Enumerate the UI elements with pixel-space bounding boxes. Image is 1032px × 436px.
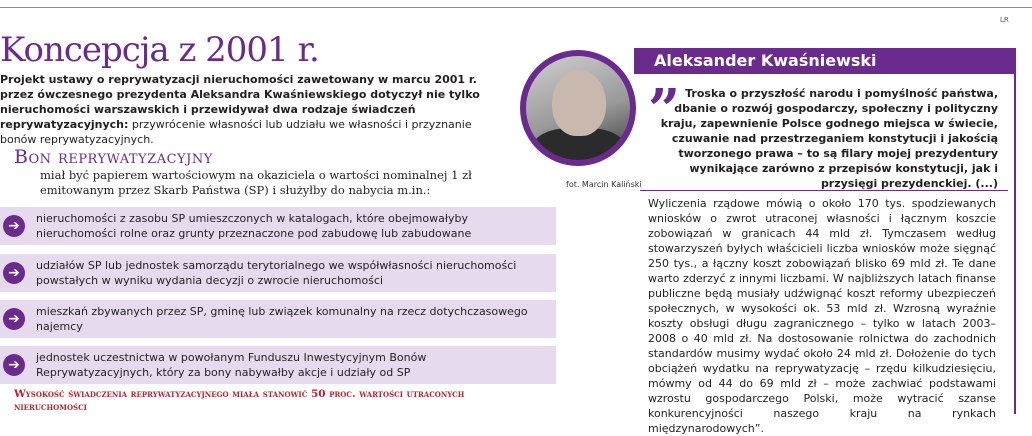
page-title: Koncepcja z 2001 r. bbox=[0, 30, 319, 70]
arrow-right-icon: ➔ bbox=[3, 308, 25, 330]
section-description: miał być papierem wartościowym na okaziciela o wartości nominalnej 1 zł emitowanym przez Skarb Państwa (SP) i służyłby do nabycia m.in.: bbox=[40, 168, 472, 197]
portrait-photo bbox=[520, 50, 636, 166]
quote-divider bbox=[640, 190, 1008, 191]
portrait-face bbox=[552, 70, 606, 136]
footnote: Wysokość świadczenia reprywatyzacyjnego miała stanowić 50 proc. wartości utraconych nieruchomości bbox=[14, 388, 465, 413]
intro-normal: przywrócenie własności lub udziału we własności i przyznanie bonów reprywatyzacyjnych. bbox=[0, 118, 472, 146]
list-item bbox=[0, 254, 556, 292]
quote-text: Troska o przyszłość narodu i pomyślność państwa, dbanie o rozwój gospodarczy, społeczny i polityczny kraju, zapewnienie Polsce godnego miejsca w świecie, czuwanie nad przestrzeganiem konstytucji i jakością tworzonego prawa – to są filary mojej prezydentury wynikające zarówno z przepisów konstytucji, jak i przysięgi prezydenckiej. (...) bbox=[660, 87, 998, 190]
list-item-text: udziałów SP lub jednostek samorządu terytorialnego we współwłasności nieruchomości powstałych w wyniku wydania decyzji o zwrocie nieruchomości bbox=[36, 259, 517, 287]
sidebar-border bbox=[1014, 48, 1016, 414]
list-item-text: nieruchomości z zasobu SP umieszczonych w katalogach, które obejmowałyby nieruchomości rolne oraz grunty przeznaczone pod zabudowę lub zabudowane bbox=[36, 212, 472, 240]
intro-paragraph bbox=[0, 72, 510, 147]
intro-bold: Projekt ustawy o reprywatyzacji nieruchomości zawetowany w marcu 2001 r. przez ówczesnego prezydenta Aleksandra Kwaśniewskiego dotyczył nie tylko nieruchomości warszawskich i przewidywał dwa rodzaje świadczeń reprywatyzacyjnych: bbox=[0, 73, 480, 131]
portrait-background bbox=[526, 56, 630, 160]
list-item-text: jednostek uczestnictwa w powołanym Funduszu Inwestycyjnym Bonów Reprywatyzacyjnych, który za bony nabywałby akcje i udziały od SP bbox=[36, 351, 427, 379]
section-title: Bon reprywatyzacyjny bbox=[14, 146, 213, 168]
top-rule bbox=[0, 7, 1032, 8]
list-item bbox=[0, 300, 556, 338]
list-item bbox=[0, 207, 556, 245]
photo-credit: fot. Marcin Kaliński bbox=[566, 180, 642, 189]
quote-mark-icon: ” bbox=[648, 77, 681, 143]
body-text: Wyliczenia rządowe mówią o około 170 tys. spodziewanych wniosków o zwrot utraconej własności i łącznym koszcie zobowiązań w granicach 44 mld zł. Tymczasem według stowarzyszeń byłych właścicieli liczba wniosków może sięgnąć 250 tys., a łączny koszt zobowiązań blisko 69 mld zł. Te dane warto zderzyć z innymi liczbami. W najbliższych latach finanse publiczne będą musiały udźwignąć koszt reformy ubezpieczeń społecznych, w wysokości ok. 53 mld zł. Wzrosną wyraźnie koszty obsługi długu zagranicznego – tylko w latach 2003–2008 o 40 mld zł. Na dostosowanie rolnictwa do zachodnich standardów musimy wydać około 24 mld zł. Dołożenie do tych obciążeń wydatku na reprywatyzację – rzędu kilkudziesięciu, mówmy od 44 do 69 mld zł – może zachwiać podstawami wzrostu gospodarczego Polski, może wytracić szanse konkurencyjności naszego kraju na rynkach międzynarodowych”. bbox=[648, 197, 996, 435]
list-item bbox=[0, 346, 556, 384]
arrow-right-icon: ➔ bbox=[3, 262, 25, 284]
person-name: Aleksander Kwaśniewski bbox=[654, 51, 877, 70]
arrow-right-icon: ➔ bbox=[3, 215, 25, 237]
name-banner bbox=[634, 48, 1016, 74]
list-item-text: mieszkań zbywanych przez SP, gminę lub związek komunalny na rzecz dotychczasowego najemcy bbox=[36, 305, 528, 333]
arrow-right-icon: ➔ bbox=[3, 354, 25, 376]
page-ref: LR bbox=[1000, 16, 1009, 24]
